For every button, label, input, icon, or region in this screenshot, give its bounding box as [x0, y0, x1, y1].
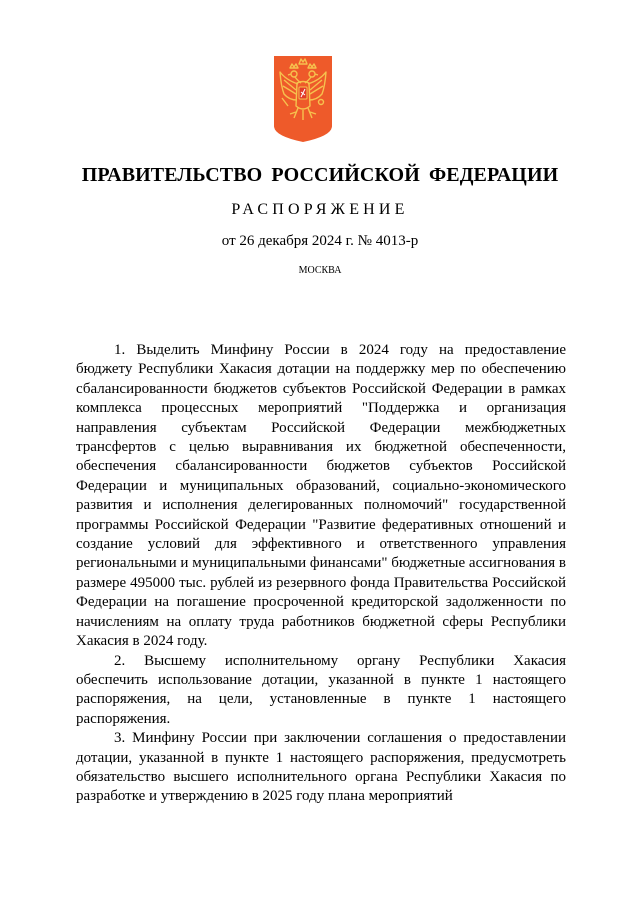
- paragraph-1: 1. Выделить Минфину России в 2024 году на предоставление бюджету Республики Хакасия дотации на поддержку мер по обеспечению сбалансированности бюджетов субъектов Российской Федерации в рамках комплекса процессных мероприятий "Поддержка и организация направления субъектам Российской Федерации межбюджетных трансфертов с целью выравнивания их бюджетной обеспеченности, обеспечения сбалансированности бюджетов субъектов Российской Федерации и муниципальных образований, социально-экономического развития и исполнения делегированных полномочий" государственной программы Российской Федерации "Развитие федеративных отношений и создание условий для эффективного и ответственного управления региональными и муниципальными финансами" бюджетные ассигнования в размере 495000 тыс. рублей из резервного фонда Правительства Российской Федерации на погашение просроченной кредиторской задолженности по начислениям на оплату труда работников бюджетной сферы Республики Хакасия в 2024 году.: [76, 342, 566, 650]
- document-type: РАСПОРЯЖЕНИЕ: [231, 201, 409, 218]
- paragraph-3: 3. Минфину России при заключении соглашения о предоставлении дотации, указанной в пункте 1 настоящего распоряжения, предусмотреть обязательство высшего исполнительного органа Республики Хакасия по разработке и утверждению в 2025 году плана мероприятий: [76, 730, 566, 805]
- russian-coat-of-arms-icon: [274, 56, 332, 142]
- document-date-number: от 26 декабря 2024 г. № 4013-р: [221, 233, 419, 249]
- document-city: МОСКВА: [298, 265, 342, 276]
- paragraph-2: 2. Высшему исполнительному органу Республики Хакасия обеспечить использование дотации, указанной в пункте 1 настоящего распоряжения, на цели, установленные в пункте 1 настоящего распоряжения.: [76, 652, 566, 727]
- document-body: [76, 341, 566, 807]
- government-title: ПРАВИТЕЛЬСТВО РОССИЙСКОЙ ФЕДЕРАЦИИ: [81, 164, 559, 186]
